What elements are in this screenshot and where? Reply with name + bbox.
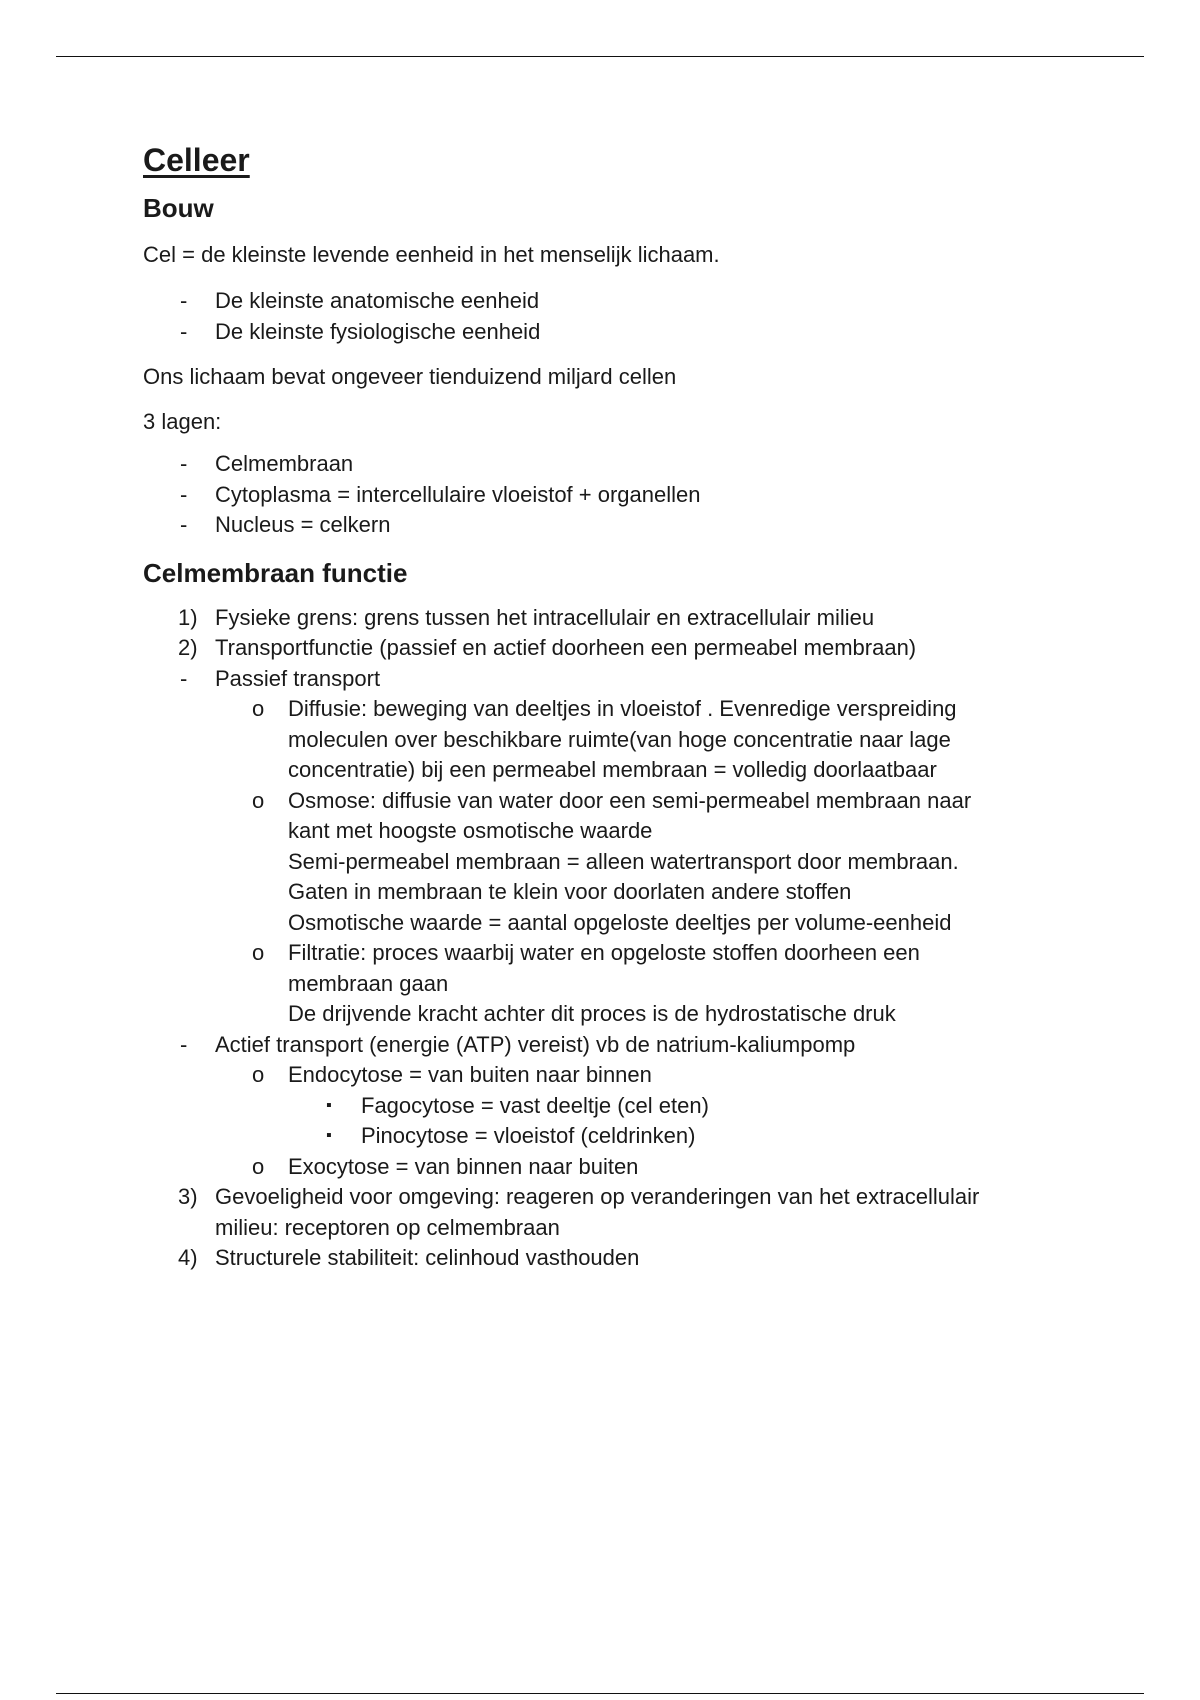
continuation-line: Osmotische waarde = aantal opgeloste deeltjes per volume-eenheid — [288, 909, 952, 935]
layers-list — [143, 449, 1093, 541]
continuation-line: milieu: receptoren op celmembraan — [215, 1214, 560, 1240]
paragraph-intro: Cel = de kleinste levende eenheid in het menselijk lichaam. — [143, 242, 720, 267]
continuation-line: concentratie) bij een permeabel membraan = volledig doorlaatbaar — [288, 757, 937, 782]
page-title: Celleer — [143, 142, 250, 178]
numbered-item-2: 2) Transportfunctie (passief en actief doorheen een permeabel membraan) — [178, 635, 917, 660]
continuation-line: membraan gaan — [288, 970, 449, 996]
paragraph-layers-label: 3 lagen: — [143, 409, 222, 434]
list-item: - Cytoplasma = intercellulaire vloeistof + organellen — [180, 481, 701, 507]
paragraph-cell-count: Ons lichaam bevat ongeveer tienduizend miljard cellen — [143, 364, 677, 389]
functie-list — [143, 603, 1093, 1274]
section-heading-bouw: Bouw — [143, 193, 214, 223]
list-item: - Celmembraan — [180, 451, 354, 476]
numbered-item-1: 1) Fysieke grens: grens tussen het intracellulair en extracellulair milieu — [178, 604, 875, 630]
list-item-passief: - Passief transport — [180, 665, 381, 691]
sub-item-filtratie: o Filtratie: proces waarbij water en opgeloste stoffen doorheen een — [252, 940, 920, 965]
top-rule — [56, 56, 1144, 57]
list-item: - De kleinste anatomische eenheid — [180, 288, 540, 313]
continuation-line: De drijvende kracht achter dit proces is de hydrostatische druk — [288, 1001, 896, 1026]
list-item: - De kleinste fysiologische eenheid — [180, 318, 541, 344]
sub-sub-item-fagocytose: ▪ Fagocytose = vast deeltje (cel eten) — [326, 1092, 709, 1118]
bottom-rule — [56, 1693, 1144, 1694]
sub-sub-item-pinocytose: ▪ Pinocytose = vloeistof (celdrinken) — [326, 1123, 696, 1148]
sub-item-exocytose: o Exocytose = van binnen naar buiten — [252, 1153, 639, 1179]
sub-item-endocytose: o Endocytose = van buiten naar binnen — [252, 1062, 652, 1087]
continuation-line: Gaten in membraan te klein voor doorlaten andere stoffen — [288, 879, 852, 904]
numbered-item-4: 4) Structurele stabiliteit: celinhoud vasthouden — [178, 1245, 640, 1270]
numbered-item-3: 3) Gevoeligheid voor omgeving: reageren op veranderingen van het extracellulair — [178, 1184, 980, 1209]
sub-item-diffusie: o Diffusie: beweging van deeltjes in vloeistof . Evenredige verspreiding — [252, 696, 957, 721]
sub-item-osmose: o Osmose: diffusie van water door een semi-permeabel membraan naar — [252, 787, 972, 813]
section-heading-celmembraan-functie: Celmembraan functie — [143, 557, 408, 588]
list-item-actief: - Actief transport (energie (ATP) vereist) vb de natrium-kaliumpomp — [180, 1031, 856, 1057]
continuation-line: moleculen over beschikbare ruimte(van hoge concentratie naar lage — [288, 726, 951, 752]
document-body — [143, 140, 1093, 1274]
bouw-bullet-list — [143, 286, 1093, 347]
list-item: - Nucleus = celkern — [180, 512, 391, 537]
continuation-line: kant met hoogste osmotische waarde — [288, 818, 653, 843]
continuation-line: Semi-permeabel membraan = alleen watertransport door membraan. — [288, 848, 959, 874]
